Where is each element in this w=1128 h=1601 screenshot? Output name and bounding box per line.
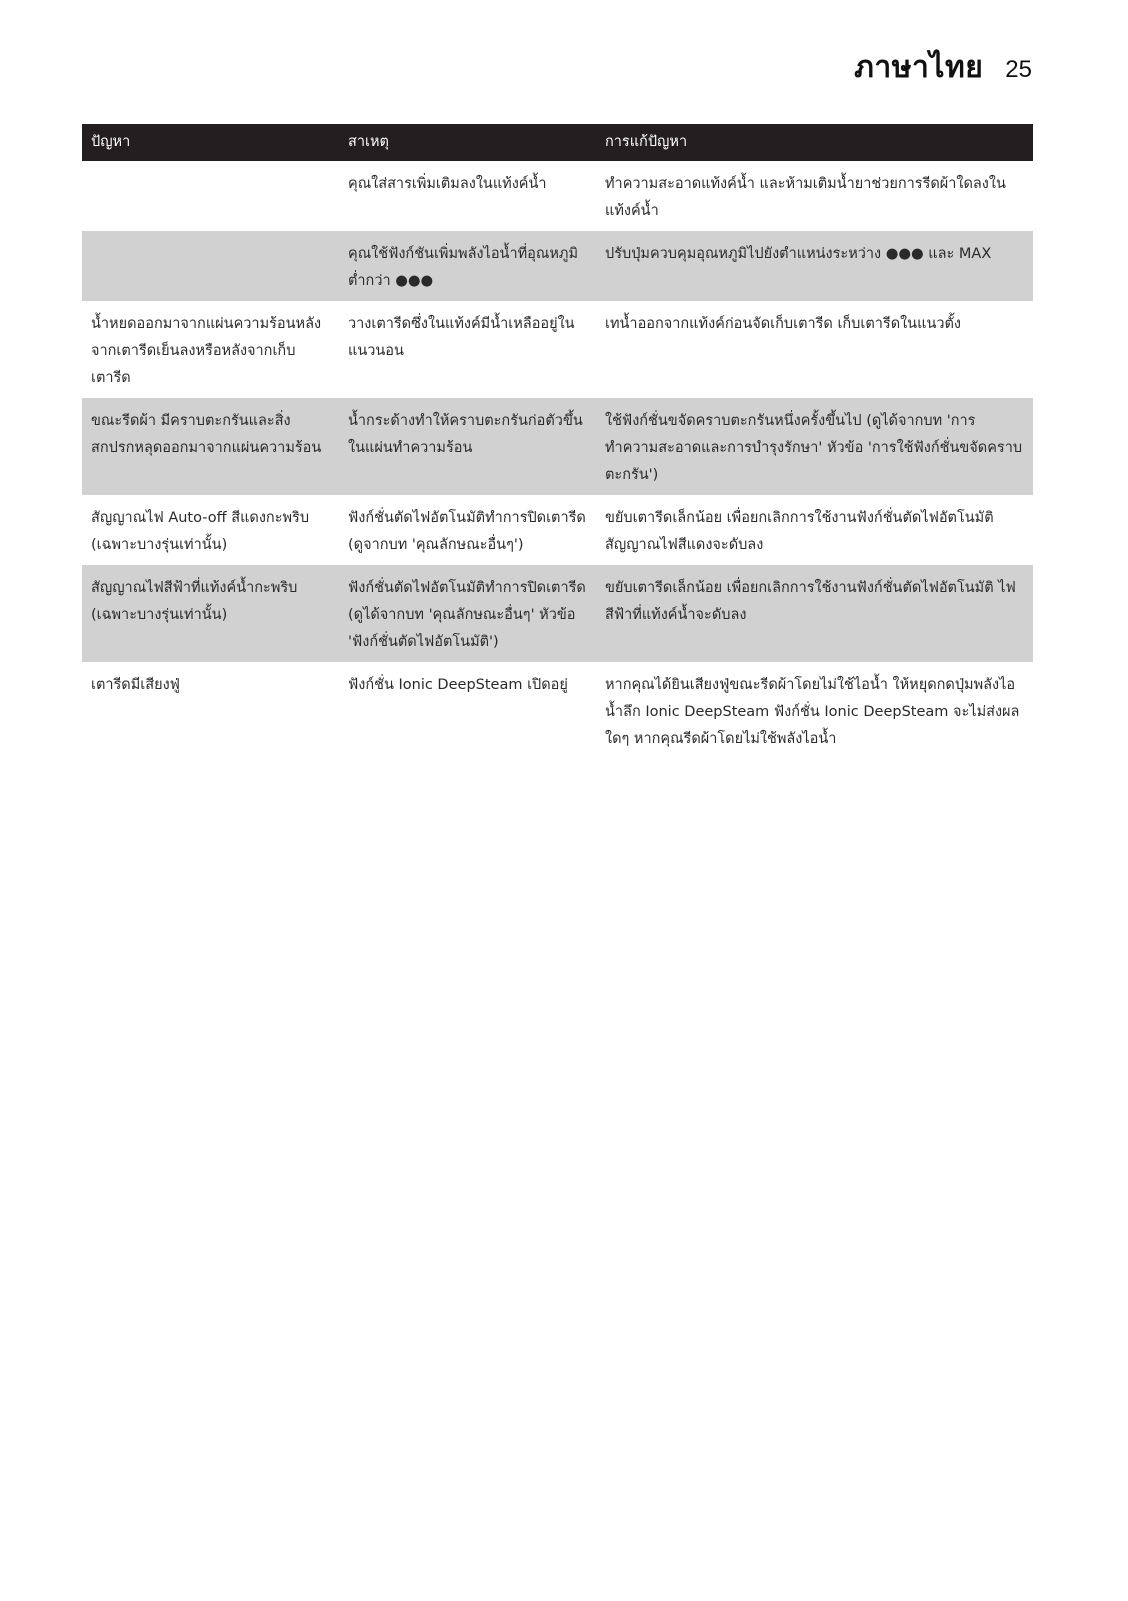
cause-cell: คุณใส่สารเพิ่มเติมลงในแท้งค์น้ำ [348, 176, 547, 192]
cause-cell: น้ำกระด้างทำให้คราบตะกรันก่อตัวขึ้นในแผ่นทำความร้อน [339, 398, 596, 495]
table-row [82, 398, 1033, 495]
problem-cell [82, 231, 339, 301]
solution-cell: ปรับปุ่มควบคุมอุณหภูมิไปยังตำแหน่งระหว่าง ●●● และ MAX [596, 231, 1033, 301]
solution-cell: เทน้ำออกจากแท้งค์ก่อนจัดเก็บเตารีด เก็บเตารีดในแนวตั้ง [605, 316, 961, 332]
table-body [82, 161, 1033, 759]
cause-cell: ฟังก์ชั่นตัดไฟอัตโนมัติทำการปิดเตารีด (ดูได้จากบท 'คุณลักษณะอื่นๆ' หัวข้อ 'ฟังก์ชั่นตัดไฟอัตโนมัติ') [339, 565, 596, 662]
header-row [82, 124, 1033, 161]
column-header-problem: ปัญหา [82, 124, 339, 161]
solution-cell: หากคุณได้ยินเสียงฟู่ขณะรีดผ้าโดยไม่ใช้ไอน้ำ ให้หยุดกดปุ่มพลังไอน้ำลึก Ionic DeepSteam ฟังก์ชั่น Ionic DeepSteam จะไม่ส่งผลใดๆ หากคุณรีดผ้าโดยไม่ใช้พลังไอน้ำ [605, 677, 1020, 747]
problem-cell: เตารีดมีเสียงฟู่ [91, 677, 180, 693]
table-row [82, 231, 1033, 301]
column-header-solution: การแก้ปัญหา [596, 124, 1033, 161]
table-row [82, 495, 1033, 565]
solution-cell: ขยับเตารีดเล็กน้อย เพื่อยกเลิกการใช้งานฟังก์ชั่นตัดไฟอัตโนมัติ ไฟสีฟ้าที่แท้งค์น้ำจะดับลง [596, 565, 1033, 662]
cause-cell: ฟังก์ชั่น Ionic DeepSteam เปิดอยู่ [348, 677, 568, 693]
cause-cell: คุณใช้ฟังก์ชันเพิ่มพลังไอน้ำที่อุณหภูมิต่ำกว่า ●●● [339, 231, 596, 301]
table-row [82, 565, 1033, 662]
solution-cell: ใช้ฟังก์ชั่นขจัดคราบตะกรันหนึ่งครั้งขึ้นไป (ดูได้จากบท 'การทำความสะอาดและการบำรุงรักษา' หัวข้อ 'การใช้ฟังก์ชั่นขจัดคราบตะกรัน') [596, 398, 1033, 495]
cause-cell: ฟังก์ชั่นตัดไฟอัตโนมัติทำการปิดเตารีด (ดูจากบท 'คุณลักษณะอื่นๆ') [348, 510, 586, 553]
section-title: ภาษาไทย [854, 50, 984, 85]
table-row [82, 161, 1033, 231]
table-row [82, 301, 1033, 398]
table-row [82, 662, 1033, 759]
troubleshooting-table [82, 124, 1033, 759]
problem-cell: สัญญาณไฟ Auto-off สีแดงกะพริบ (เฉพาะบางรุ่นเท่านั้น) [91, 510, 310, 553]
problem-cell: สัญญาณไฟสีฟ้าที่แท้งค์น้ำกะพริบ (เฉพาะบางรุ่นเท่านั้น) [82, 565, 339, 662]
column-header-cause: สาเหตุ [339, 124, 596, 161]
problem-cell [82, 161, 339, 231]
cause-cell: วางเตารีดซึ่งในแท้งค์มีน้ำเหลืออยู่ในแนวนอน [348, 316, 575, 359]
page-header [854, 44, 1032, 91]
table-header [82, 124, 1033, 161]
problem-cell: ขณะรีดผ้า มีคราบตะกรันและสิ่งสกปรกหลุดออกมาจากแผ่นความร้อน [82, 398, 339, 495]
problem-cell: น้ำหยดออกมาจากแผ่นความร้อนหลังจากเตารีดเย็นลงหรือหลังจากเก็บเตารีด [91, 316, 322, 386]
page-number: 25 [1005, 56, 1032, 83]
solution-cell: ทำความสะอาดแท้งค์น้ำ และห้ามเติมน้ำยาช่วยการรีดผ้าใดลงในแท้งค์น้ำ [605, 176, 1006, 219]
solution-cell: ขยับเตารีดเล็กน้อย เพื่อยกเลิกการใช้งานฟังก์ชั่นตัดไฟอัตโนมัติ สัญญาณไฟสีแดงจะดับลง [605, 510, 994, 553]
